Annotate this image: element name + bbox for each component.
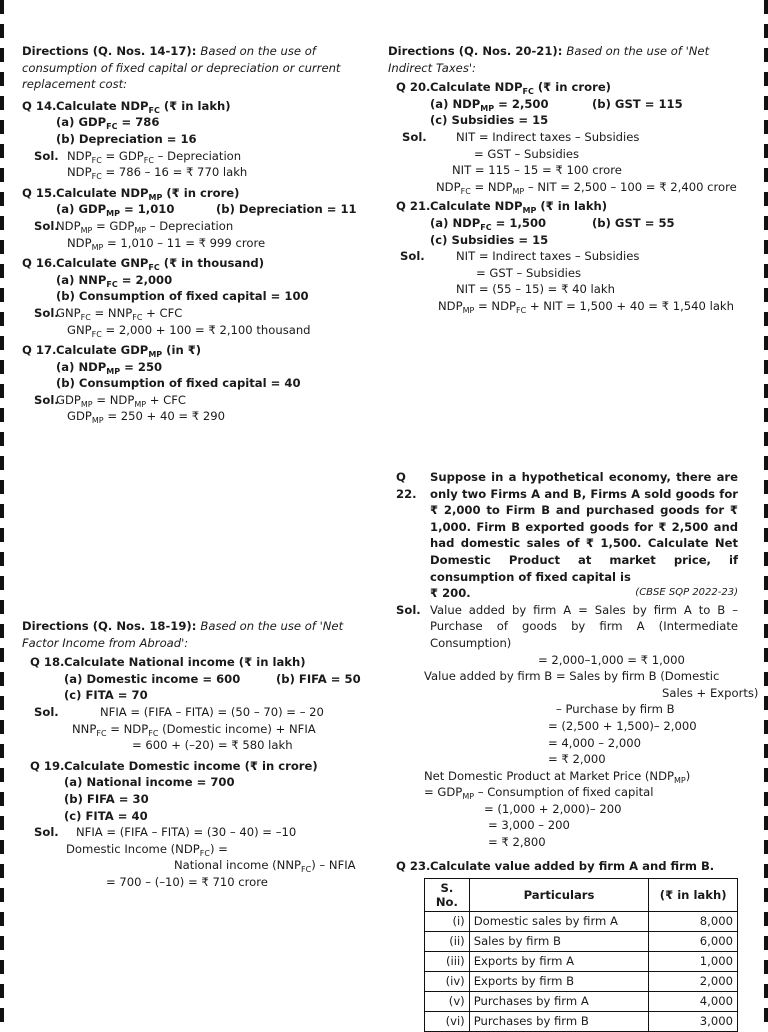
q20-given-ab: (a) $NDP_{MP} = 2,500$ (b) GST = 115 <box>430 96 683 113</box>
q21-given-c: (c) Subsidies = 15 <box>430 232 549 247</box>
q23-title: Q 23. Calculate value added by firm A and firm B. <box>396 858 715 873</box>
q15-title: Q 15. Calculate $NDP_{MP}$ (₹ in crore) <box>22 185 240 202</box>
q20-title: Q 20. Calculate $NDP_{FC}$ (₹ in crore) <box>396 80 611 97</box>
row-amount: 3,000 <box>649 1012 738 1032</box>
row-amount: 8,000 <box>649 912 738 932</box>
q22-sol-11: = (1,000 + 2,000)– 200 <box>484 801 622 816</box>
table-row <box>425 932 738 952</box>
right-bottom-section <box>396 468 759 1032</box>
q22-sol-2: = 2,000–1,000 = ₹ 1,000 <box>538 652 685 667</box>
q22-solution: Sol. Value added by firm A = Sales by firm A to B – Purchase of goods by firm A (Intermediate Consumption) <box>396 602 738 650</box>
table-row <box>425 972 738 992</box>
q15-answer: $NDP_{MP} = 1,010 - 11$ = ₹ 999 crore <box>67 235 266 252</box>
q22-question: Q 22. Suppose in a hypothetical economy, there are only two Firms A and B, Firms A sold goods for ₹ 2,000 to Firm B and purchased goods for ₹ 1,000. Firm B exported goods for ₹ 2,500 and had domestic sales of ₹ 1,500. Calculate Net Domestic Product at market price, if consumption of fixed capital is ₹ 200. (CBSE SQP 2022-23) <box>396 470 738 601</box>
q19-sol-2: Domestic Income $(NDP_{FC})$ = <box>66 841 228 858</box>
q17-given-a: (a) $NDP_{MP} = 250$ <box>56 359 163 376</box>
q22-sol-7: = 4,000 – 2,000 <box>548 735 641 750</box>
q16-title: Q 16. Calculate $GNP_{FC}$ (₹ in thousand) <box>22 256 265 273</box>
q22-sol-3: Value added by firm B = Sales by firm B (Domestic <box>424 669 720 684</box>
q21-sol-1: Sol. NIT = Indirect taxes – Subsidies <box>400 249 640 264</box>
row-particular: Sales by firm B <box>469 932 649 952</box>
q22-sol-12: = 3,000 – 200 <box>488 818 570 833</box>
q18-sol-2: $NNP_{FC} = NDP_{FC}$ (Domestic income) + NFIA <box>72 721 316 738</box>
row-no: (i) <box>425 912 470 932</box>
row-particular: Domestic sales by firm A <box>469 912 649 932</box>
q14-given-a: (a) $GDP_{FC} = 786$ <box>56 115 160 132</box>
row-particular: Exports by firm B <box>469 972 649 992</box>
q22-sol-10: = $GDP_{MP}$ – Consumption of fixed capital <box>424 785 654 802</box>
q19-given-c: (c) FITA = 40 <box>64 808 148 823</box>
left-border <box>0 0 4 1024</box>
q21-given-ab: (a) $NDP_{FC} = 1,500$ (b) GST = 55 <box>430 215 675 232</box>
row-amount: 4,000 <box>649 992 738 1012</box>
row-particular: Purchases by firm A <box>469 992 649 1012</box>
q18-given-c: (c) FITA = 70 <box>64 688 148 703</box>
q22-sol-6: = (2,500 + 1,500)– 2,000 <box>548 718 697 733</box>
q22-source: (CBSE SQP 2022-23) <box>635 587 738 599</box>
right-top-section <box>388 43 746 315</box>
q18-sol-3: = 600 + (–20) = ₹ 580 lakh <box>132 738 293 753</box>
q19-given-b: (b) FIFA = 30 <box>64 791 149 806</box>
q19-sol-3: National income $(NNP_{FC})$ – NFIA <box>174 858 356 875</box>
row-no: (iv) <box>425 972 470 992</box>
q15-solution: Sol. $NDP_{MP} = GDP_{MP}$ – Depreciation <box>34 218 234 235</box>
row-particular: Purchases by firm B <box>469 1012 649 1032</box>
col-sno-header: S. No. <box>425 879 470 912</box>
q14-solution: Sol. $NDP_{FC} = GDP_{FC}$ – Depreciation <box>34 148 242 165</box>
row-amount: 2,000 <box>649 972 738 992</box>
q17-given-b: (b) Consumption of fixed capital = 40 <box>56 376 301 391</box>
q18-sol-1: Sol. NFIA = (FIFA – FITA) = (50 – 70) = – 20 <box>34 704 324 719</box>
row-amount: 1,000 <box>649 952 738 972</box>
q17-title: Q 17. Calculate $GDP_{MP}$ (in ₹) <box>22 343 202 360</box>
q16-given-b: (b) Consumption of fixed capital = 100 <box>56 289 309 304</box>
q16-given-a: (a) $NNP_{FC} = 2,000$ <box>56 272 173 289</box>
q22-sol-5: – Purchase by firm B <box>556 702 675 717</box>
q15-given: (a) $GDP_{MP} = 1,010$ (b) Depreciation = 11 <box>56 202 357 219</box>
q19-sol-4: = 700 – (–10) = ₹ 710 crore <box>106 874 268 889</box>
q16-answer: $GNP_{FC} = 2,000 + 100$ = ₹ 2,100 thousand <box>67 322 311 339</box>
q14-title: Q 14. Calculate $NDP_{FC}$ (₹ in lakh) <box>22 98 231 115</box>
row-no: (v) <box>425 992 470 1012</box>
q22-sol-13: = ₹ 2,800 <box>488 835 546 850</box>
q17-solution: Sol. $GDP_{MP} = NDP_{MP}$ + CFC <box>34 392 187 409</box>
q21-title: Q 21. Calculate $NDP_{MP}$ (₹ in lakh) <box>396 199 608 216</box>
q20-sol-2: = GST – Subsidies <box>474 146 580 161</box>
row-amount: 6,000 <box>649 932 738 952</box>
row-no: (ii) <box>425 932 470 952</box>
q23-table <box>424 878 738 1032</box>
col-particulars-header: Particulars <box>469 879 649 912</box>
q20-sol-4: $NDP_{FC} = NDP_{MP}$ – NIT = 2,500 – 100 = ₹ 2,400 crore <box>436 179 737 196</box>
row-no: (iii) <box>425 952 470 972</box>
right-border <box>764 0 768 1024</box>
q14-answer: $NDP_{FC} = 786 - 16$ = ₹ 770 lakh <box>67 165 248 182</box>
q19-sol-1: Sol. NFIA = (FIFA – FITA) = (30 – 40) = –10 <box>34 825 297 840</box>
q17-answer: $GDP_{MP} = 250 + 40$ = ₹ 290 <box>67 409 225 426</box>
q16-solution: Sol. $GNP_{FC} = NNP_{FC}$ + CFC <box>34 305 183 322</box>
directions-18-19: Directions (Q. Nos. 18-19): Based on the use of 'Net Factor Income from Abroad': <box>22 619 344 650</box>
q19-title: Q 19. Calculate Domestic income (₹ in crore) <box>30 758 318 773</box>
q22-sol-9: Net Domestic Product at Market Price $(NDP_{MP})$ <box>424 768 691 785</box>
table-header-row <box>425 879 738 912</box>
directions-14-17: Directions (Q. Nos. 14-17): Based on the use of consumption of fixed capital or depreciation or current replacement cost: <box>22 44 341 92</box>
q18-given-ab: (a) Domestic income = 600 (b) FIFA = 50 <box>64 671 361 686</box>
left-bottom-section <box>22 618 374 891</box>
q14-given-b: (b) Depreciation = 16 <box>56 131 197 146</box>
q22-sol-8: = ₹ 2,000 <box>548 752 606 767</box>
q19-given-a: (a) National income = 700 <box>64 775 235 790</box>
q21-sol-2: = GST – Subsidies <box>476 265 582 280</box>
q21-sol-4: $NDP_{MP} = NDP_{FC}$ + NIT = 1,500 + 40 = ₹ 1,540 lakh <box>438 298 734 315</box>
table-row <box>425 1012 738 1032</box>
q20-sol-3: NIT = 115 – 15 = ₹ 100 crore <box>452 163 622 178</box>
row-no: (vi) <box>425 1012 470 1032</box>
q22-sol-4: Sales + Exports) <box>662 685 759 700</box>
row-particular: Exports by firm A <box>469 952 649 972</box>
q18-title: Q 18. Calculate National income (₹ in lakh) <box>30 655 306 670</box>
table-row <box>425 992 738 1012</box>
table-row <box>425 912 738 932</box>
q20-sol-1: Sol. NIT = Indirect taxes – Subsidies <box>402 129 640 144</box>
left-top-section <box>22 43 374 425</box>
q20-given-c: (c) Subsidies = 15 <box>430 113 549 128</box>
q21-sol-3: NIT = (55 – 15) = ₹ 40 lakh <box>456 282 615 297</box>
directions-20-21: Directions (Q. Nos. 20-21): Based on the use of 'Net Indirect Taxes': <box>388 44 710 75</box>
table-row <box>425 952 738 972</box>
col-amount-header: (₹ in lakh) <box>649 879 738 912</box>
